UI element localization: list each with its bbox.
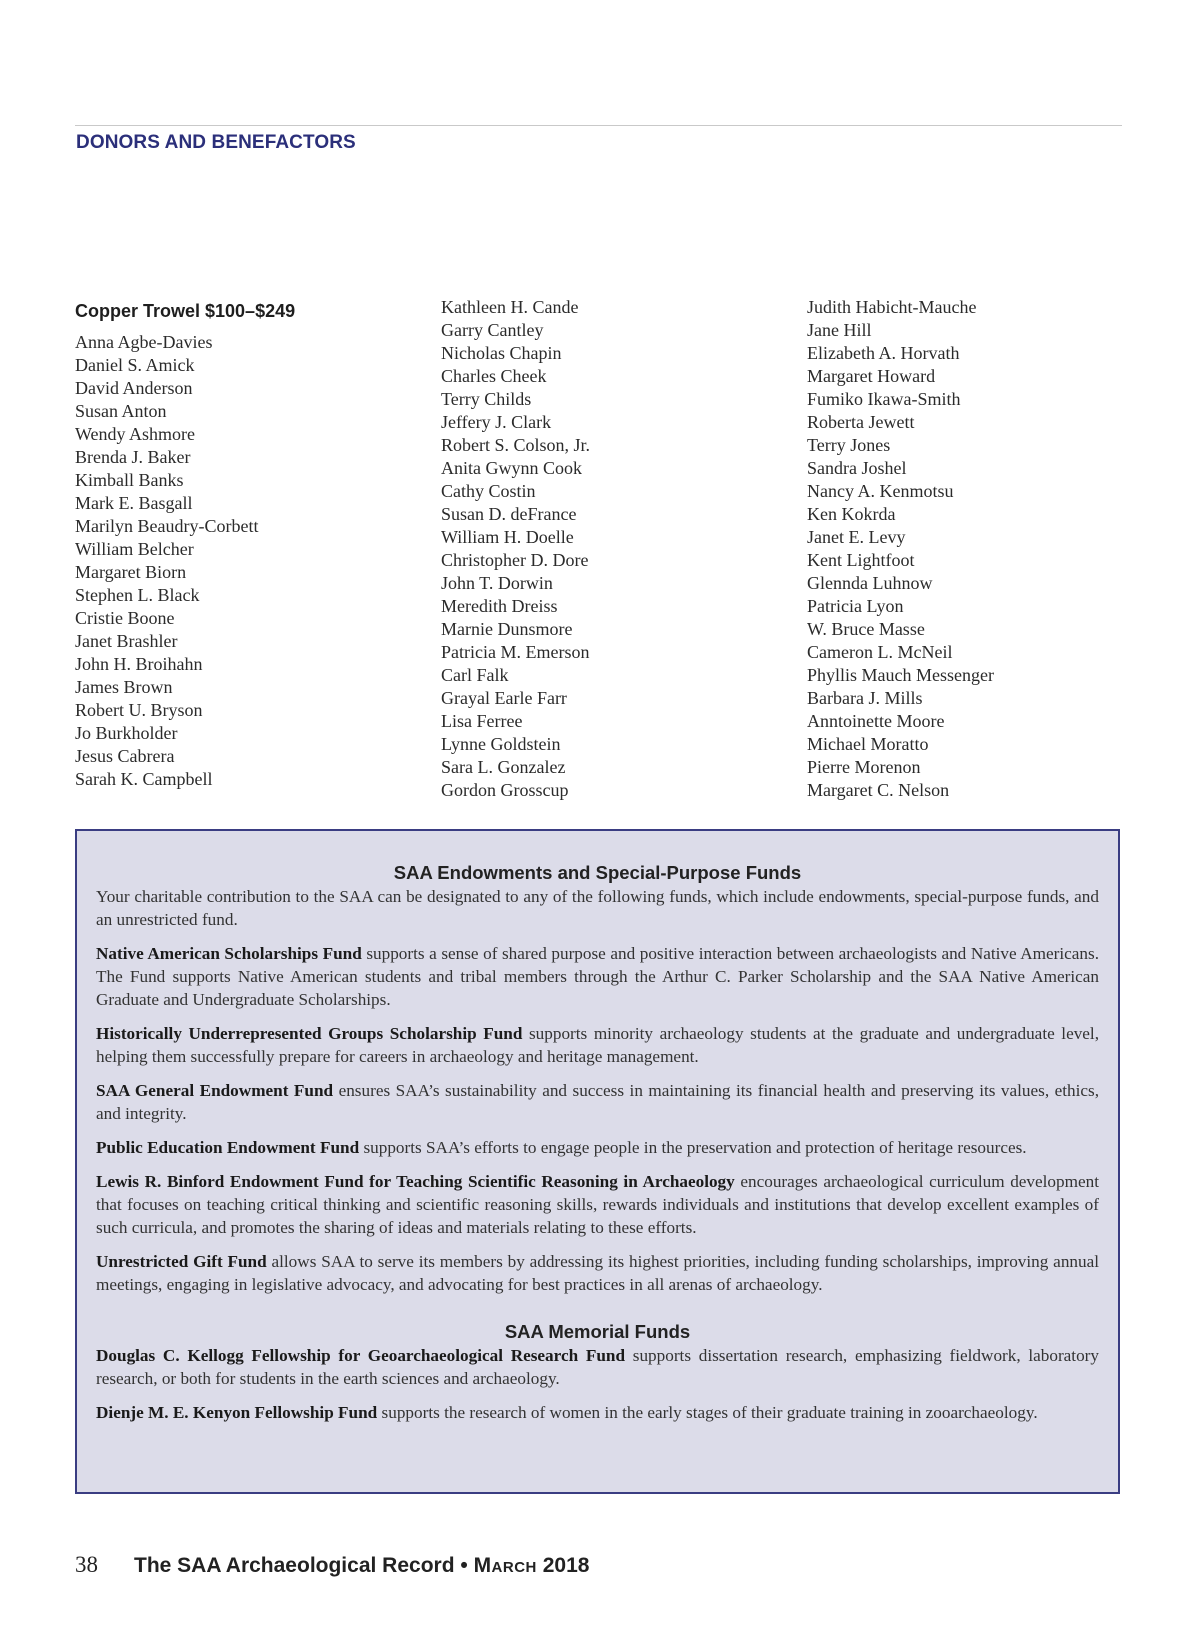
- page-number: 38: [75, 1552, 98, 1577]
- fund-name: Unrestricted Gift Fund: [96, 1252, 267, 1271]
- donor-name: Mark E. Basgall: [75, 493, 193, 513]
- memorial-funds-heading: SAA Memorial Funds: [504, 1321, 691, 1342]
- donor-name: Christopher D. Dore: [441, 550, 589, 570]
- page-footer: [75, 1552, 589, 1578]
- funds-box: [75, 829, 1120, 1494]
- fund-text: supports the research of women in the early stages of their graduate training in zooarchaeology.: [377, 1403, 1038, 1422]
- fund-description: [96, 942, 1099, 1011]
- donor-name: Susan Anton: [75, 401, 167, 421]
- donor-name: Terry Jones: [807, 435, 891, 455]
- fund-text: supports SAA’s efforts to engage people in the preservation and protection of heritage resources.: [359, 1138, 1027, 1157]
- donor-name: Judith Habicht-Mauche: [807, 297, 977, 317]
- donor-name: Robert S. Colson, Jr.: [441, 435, 591, 455]
- donor-name: Nancy A. Kenmotsu: [807, 481, 954, 501]
- donor-column-3: [807, 296, 994, 802]
- header-rule: [75, 125, 1122, 126]
- fund-description: [96, 1250, 1099, 1296]
- donor-name: Pierre Morenon: [807, 757, 921, 777]
- donor-name: Lynne Goldstein: [441, 734, 561, 754]
- fund-name: Native American Scholarships Fund: [96, 944, 362, 963]
- donor-name: John T. Dorwin: [441, 573, 553, 593]
- donor-name: Garry Cantley: [441, 320, 544, 340]
- donor-name: Stephen L. Black: [75, 585, 200, 605]
- section-title: DONORS AND BENEFACTORS: [76, 132, 356, 153]
- donor-name: Margaret Howard: [807, 366, 936, 386]
- issue-year: 2018: [536, 1554, 590, 1577]
- fund-description: [96, 1136, 1099, 1159]
- donor-name: Anntoinette Moore: [807, 711, 945, 731]
- donor-name: Anna Agbe-Davies: [75, 332, 213, 352]
- donor-name: William H. Doelle: [441, 527, 574, 547]
- donor-name: Jesus Cabrera: [75, 746, 175, 766]
- donor-name: Carl Falk: [441, 665, 509, 685]
- fund-text: supports a sense of shared purpose and positive interaction between archaeologists and Native Americans. The Fund supports Native American students and tribal members through the Arthur C. Parker Scholarship and the SAA Native American Graduate and Undergraduate Scholarships.: [96, 944, 1099, 1009]
- donor-name: Ken Kokrda: [807, 504, 896, 524]
- endowments-heading: SAA Endowments and Special-Purpose Funds: [393, 862, 802, 883]
- donor-name: Charles Cheek: [441, 366, 547, 386]
- fund-text: encourages archaeological curriculum development that focuses on teaching critical thinking and scientific reasoning skills, rewards individuals and institutions that develop excellent examples of such curricula, and promotes the sharing of ideas and materials relating to these efforts.: [96, 1172, 1099, 1237]
- fund-name: Historically Underrepresented Groups Scholarship Fund: [96, 1024, 523, 1043]
- donor-name: John H. Broihahn: [75, 654, 203, 674]
- fund-description: [96, 1079, 1099, 1125]
- donor-name: Elizabeth A. Horvath: [807, 343, 960, 363]
- footer-separator: •: [454, 1554, 474, 1577]
- donor-list: [441, 296, 590, 802]
- donor-name: Cameron L. McNeil: [807, 642, 953, 662]
- fund-name: Douglas C. Kellogg Fellowship for Geoarchaeological Research Fund: [96, 1346, 626, 1365]
- donor-name: Kent Lightfoot: [807, 550, 915, 570]
- donor-name: Jane Hill: [807, 320, 872, 340]
- donor-name: Meredith Dreiss: [441, 596, 558, 616]
- donor-column-2: [441, 296, 590, 802]
- fund-text: supports minority archaeology students at the graduate and undergraduate level, helping them successfully prepare for careers in archaeology and heritage management.: [96, 1024, 1099, 1066]
- donor-name: Patricia M. Emerson: [441, 642, 590, 662]
- donor-name: Kimball Banks: [75, 470, 184, 490]
- donor-name: Susan D. deFrance: [441, 504, 577, 524]
- donor-name: Marilyn Beaudry-Corbett: [75, 516, 259, 536]
- donor-name: David Anderson: [75, 378, 193, 398]
- fund-description: [96, 1344, 1099, 1390]
- fund-name: Lewis R. Binford Endowment Fund for Teaching Scientific Reasoning in Archaeology: [96, 1172, 735, 1191]
- donor-name: Jo Burkholder: [75, 723, 178, 743]
- donor-name: Roberta Jewett: [807, 412, 915, 432]
- donor-name: Janet Brashler: [75, 631, 178, 651]
- donor-name: Terry Childs: [441, 389, 532, 409]
- donor-name: Nicholas Chapin: [441, 343, 562, 363]
- donor-name: Sandra Joshel: [807, 458, 907, 478]
- donor-name: James Brown: [75, 677, 173, 697]
- fund-text: ensures SAA’s sustainability and success in maintaining its financial health and preserving its values, ethics, and integrity.: [96, 1081, 1100, 1123]
- fund-description: [96, 1170, 1099, 1239]
- publication-title: The SAA Archaeological Record: [134, 1554, 455, 1577]
- donor-list: [807, 296, 994, 802]
- donor-name: Sarah K. Campbell: [75, 769, 213, 789]
- donor-name: Brenda J. Baker: [75, 447, 191, 467]
- donor-name: Lisa Ferree: [441, 711, 523, 731]
- fund-text: supports dissertation research, emphasizing fieldwork, laboratory research, or both for students in the earth sciences and archaeology.: [96, 1346, 1099, 1388]
- donor-name: Fumiko Ikawa-Smith: [807, 389, 961, 409]
- donor-name: Margaret C. Nelson: [807, 780, 950, 800]
- donor-name: Cathy Costin: [441, 481, 536, 501]
- donor-name: Anita Gwynn Cook: [441, 458, 582, 478]
- donor-name: Phyllis Mauch Messenger: [807, 665, 994, 685]
- donor-name: Wendy Ashmore: [75, 424, 196, 444]
- donor-name: William Belcher: [75, 539, 194, 559]
- donor-name: Jeffery J. Clark: [441, 412, 552, 432]
- issue-month: March: [473, 1554, 537, 1577]
- funds-list: [96, 942, 1099, 1296]
- fund-description: [96, 1401, 1099, 1424]
- donor-name: Glennda Luhnow: [807, 573, 933, 593]
- donor-name: Robert U. Bryson: [75, 700, 203, 720]
- fund-text: allows SAA to serve its members by addressing its highest priorities, including funding scholarships, improving annual meetings, engaging in legislative advocacy, and advocating for best practices in all arenas of archaeology.: [96, 1252, 1099, 1294]
- donor-name: Sara L. Gonzalez: [441, 757, 566, 777]
- fund-name: Public Education Endowment Fund: [96, 1138, 360, 1157]
- donor-level-heading: Copper Trowel $100–$249: [75, 301, 296, 321]
- donor-name: Gordon Grosscup: [441, 780, 569, 800]
- donor-name: Margaret Biorn: [75, 562, 187, 582]
- donor-list: [75, 331, 295, 791]
- donor-name: Janet E. Levy: [807, 527, 906, 547]
- donor-name: Marnie Dunsmore: [441, 619, 573, 639]
- donor-name: Daniel S. Amick: [75, 355, 195, 375]
- donor-name: Patricia Lyon: [807, 596, 904, 616]
- donor-name: Kathleen H. Cande: [441, 297, 579, 317]
- fund-name: Dienje M. E. Kenyon Fellowship Fund: [96, 1403, 378, 1422]
- fund-name: SAA General Endowment Fund: [96, 1081, 334, 1100]
- donor-name: Grayal Earle Farr: [441, 688, 567, 708]
- funds-intro: Your charitable contribution to the SAA can be designated to any of the following funds, which include endowments, special-purpose funds, and an unrestricted fund.: [96, 887, 1099, 929]
- fund-description: [96, 1022, 1099, 1068]
- memorial-funds-list: [96, 1344, 1099, 1424]
- donor-name: Barbara J. Mills: [807, 688, 923, 708]
- donor-name: W. Bruce Masse: [807, 619, 925, 639]
- donor-column-1: [75, 296, 295, 791]
- donor-name: Michael Moratto: [807, 734, 929, 754]
- donor-name: Cristie Boone: [75, 608, 175, 628]
